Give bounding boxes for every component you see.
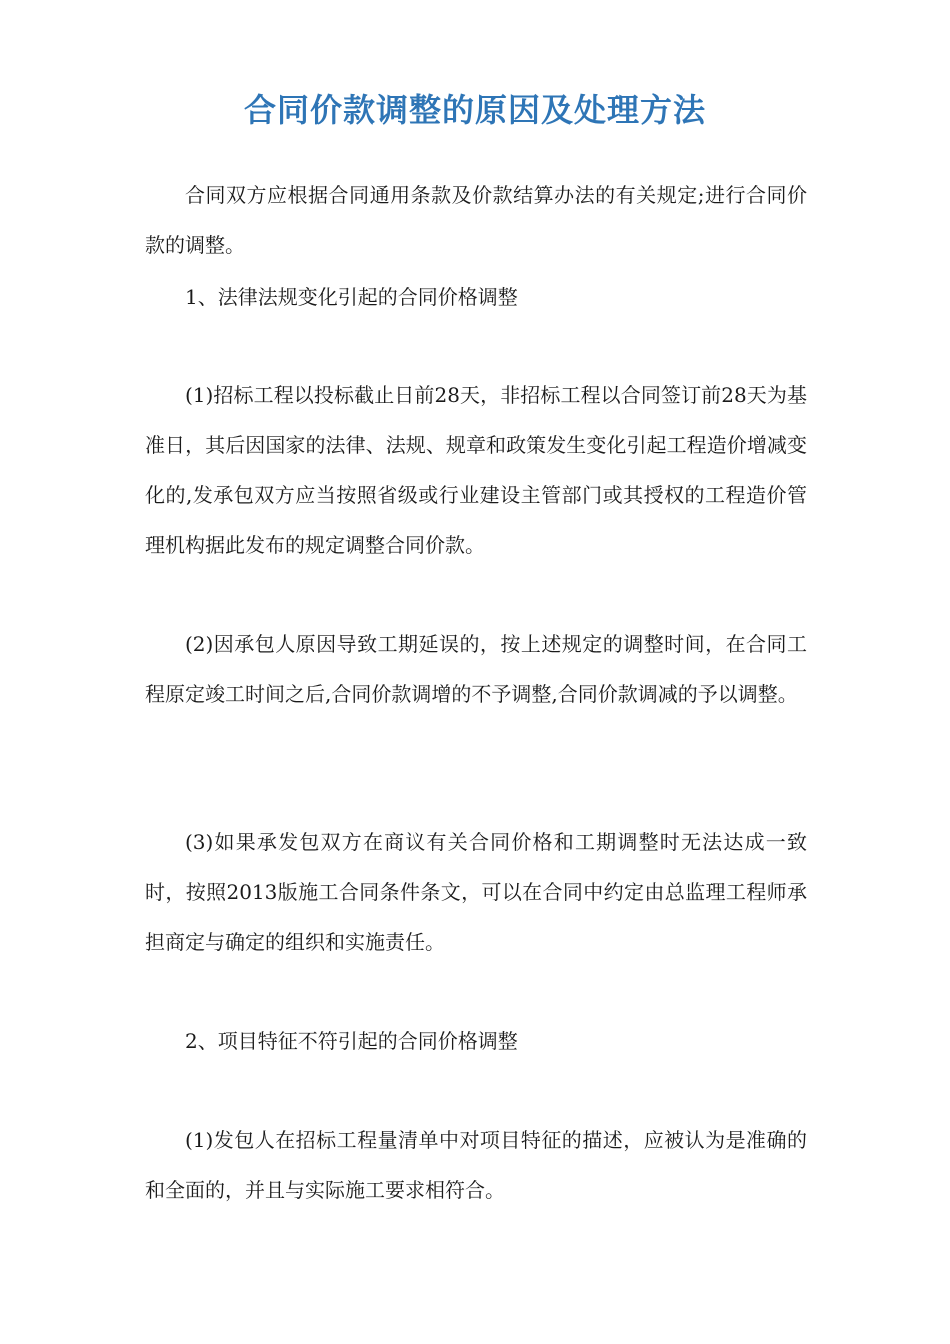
document-title: 合同价款调整的原因及处理方法 [243, 91, 706, 129]
section-1-item-1: (1)招标工程以投标截止日前28天，非招标工程以合同签订前28天为基准日，其后因国家的法律、法规、规章和政策发生变化引起工程造价增减变化的,发承包双方应当按照省级或行业建设主管部门或其授权的工程造价管理机构据此发布的规定调整合同价款。 [145, 383, 807, 557]
intro-paragraph: 合同双方应根据合同通用条款及价款结算办法的有关规定;进行合同价款的调整。 [145, 183, 807, 257]
section-2-heading: 2、项目特征不符引起的合同价格调整 [185, 1029, 518, 1053]
section-1-item-3: (3)如果承发包双方在商议有关合同价格和工期调整时无法达成一致时，按照2013版施工合同条件条文，可以在合同中约定由总监理工程师承担商定与确定的组织和实施责任。 [145, 830, 807, 954]
section-1-heading: 1、法律法规变化引起的合同价格调整 [185, 285, 518, 309]
section-1-item-2: (2)因承包人原因导致工期延误的，按上述规定的调整时间，在合同工程原定竣工时间之后,合同价款调增的不予调整,合同价款调减的予以调整。 [145, 632, 807, 706]
section-2-item-1: (1)发包人在招标工程量清单中对项目特征的描述，应被认为是准确的和全面的，并且与实际施工要求相符合。 [145, 1128, 807, 1202]
